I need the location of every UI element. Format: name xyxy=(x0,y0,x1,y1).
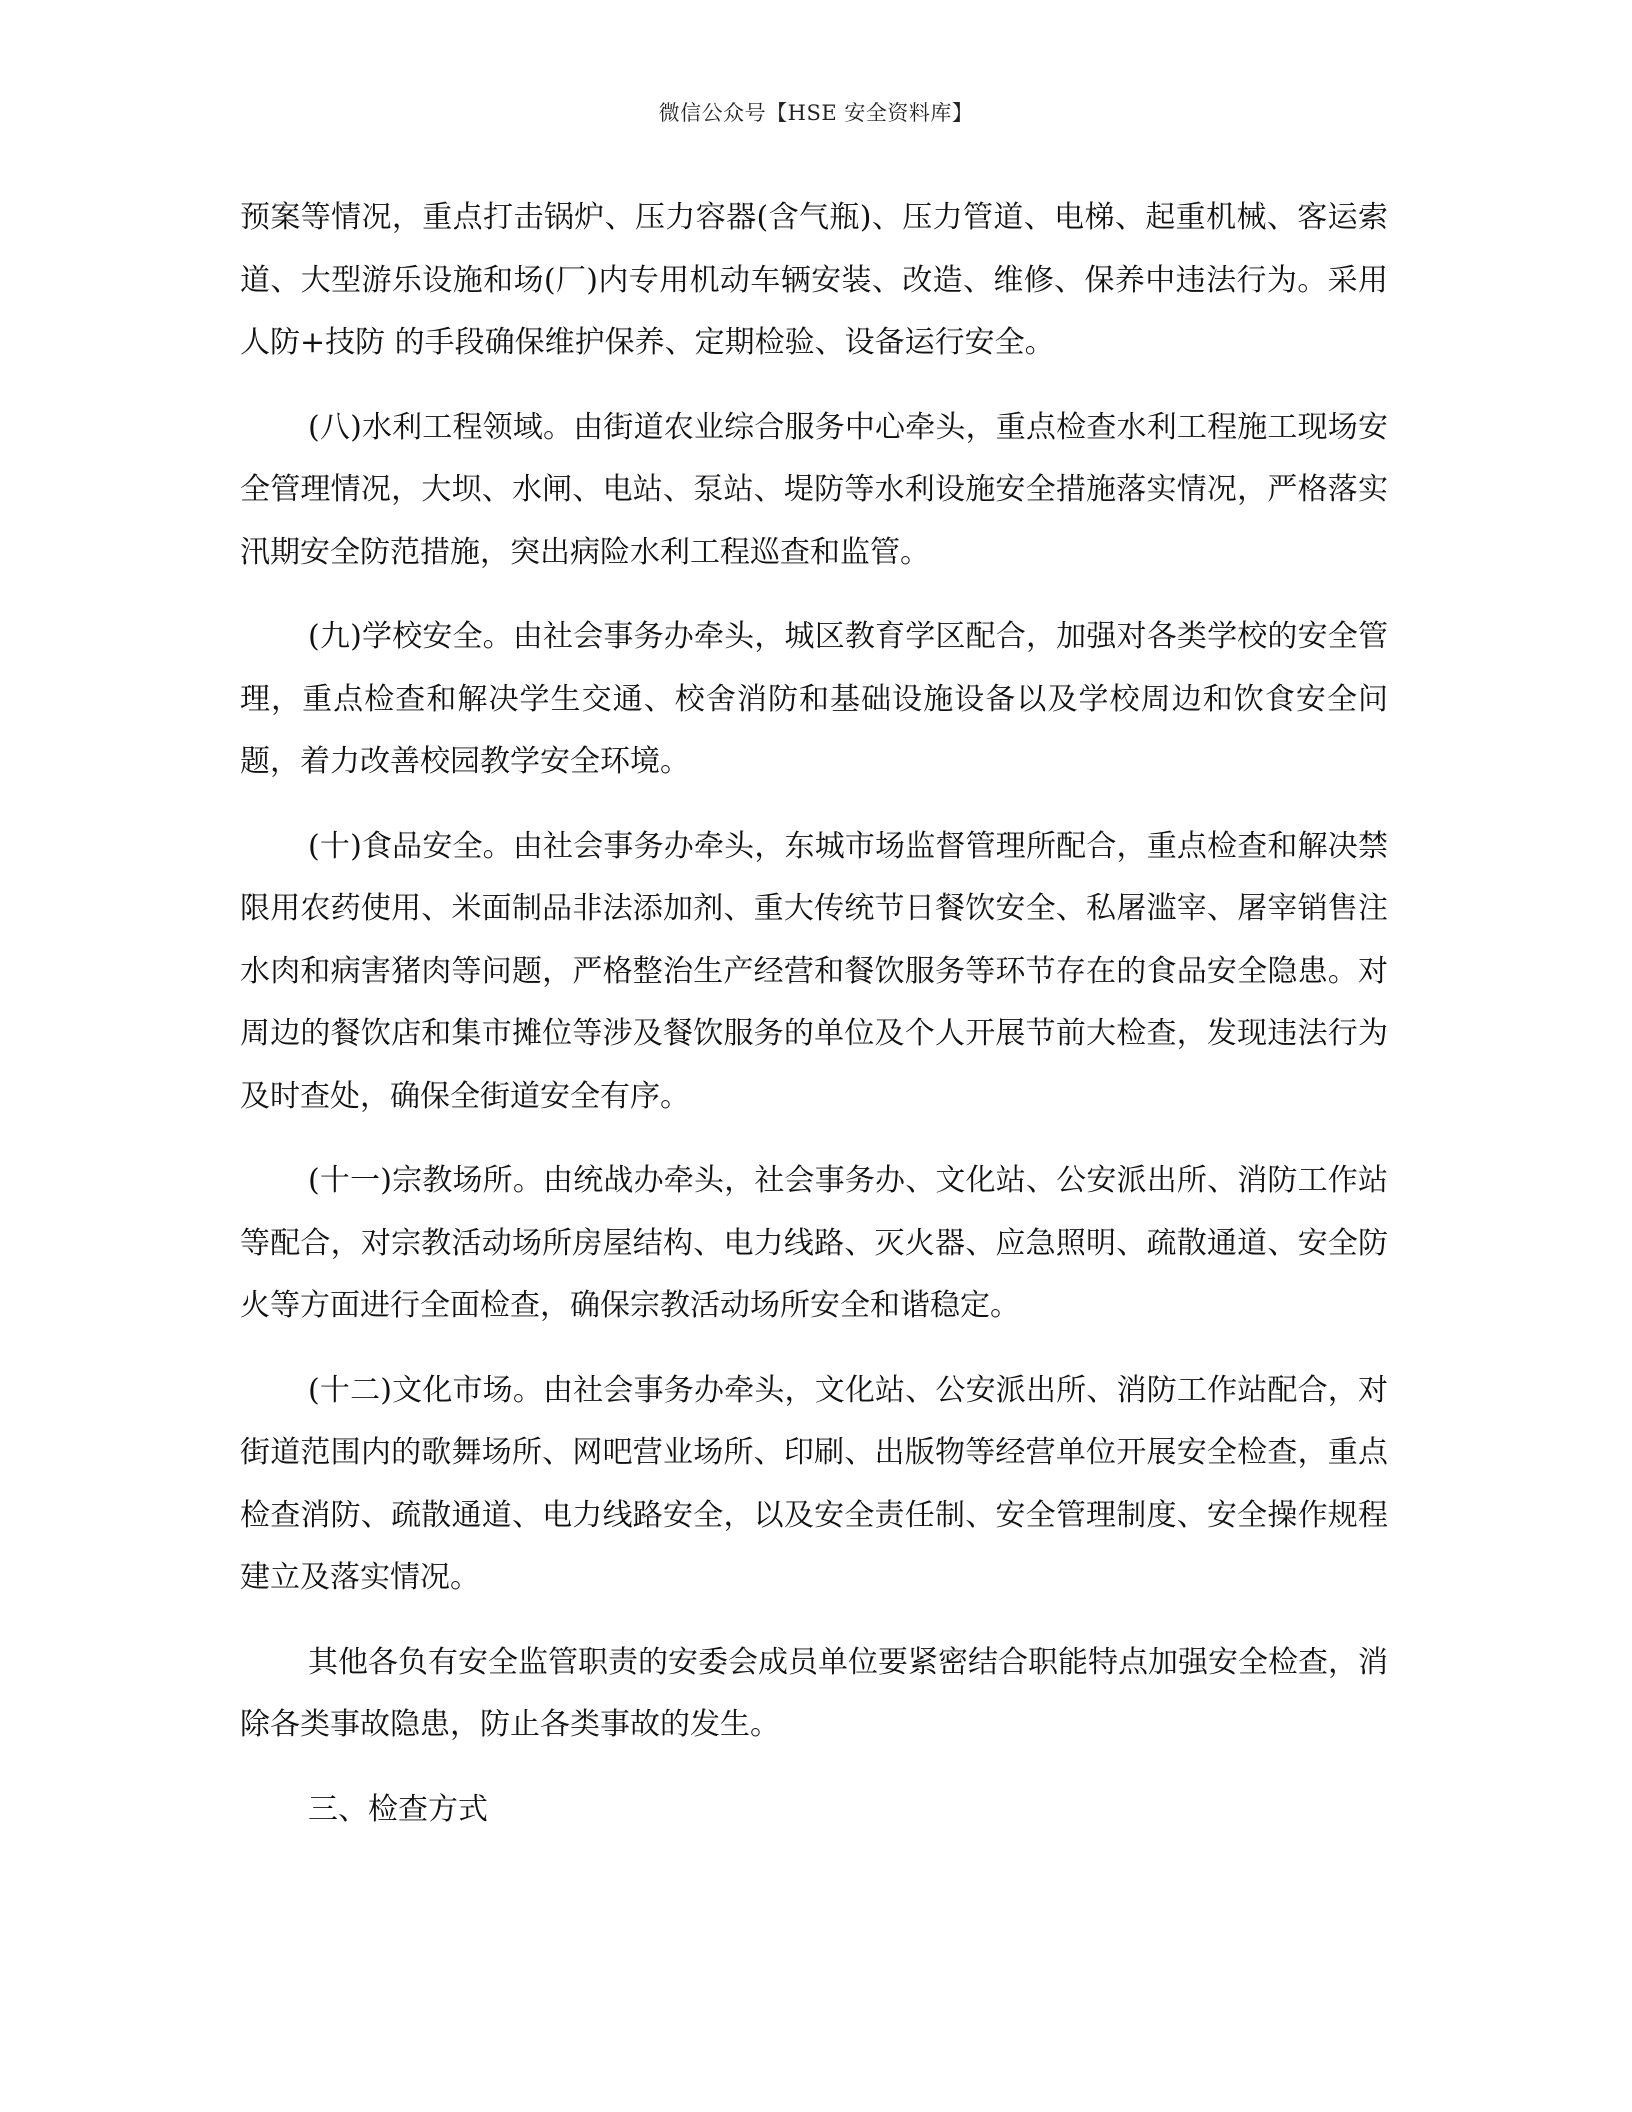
paragraph-water-conservancy: (八)水利工程领域。由街道农业综合服务中心牵头，重点检查水利工程施工现场安全管理情况，大坝、水闸、电站、泵站、堤防等水利设施安全措施落实情况，严格落实汛期安全防范措施，突出病险水利工程巡查和监管。 xyxy=(240,409,1388,570)
page-header: 微信公众号【HSE 安全资料库】 xyxy=(658,101,974,125)
paragraph-religious-sites: (十一)宗教场所。由统战办牵头，社会事务办、文化站、公安派出所、消防工作站等配合，对宗教活动场所房屋结构、电力线路、灭火器、应急照明、疏散通道、安全防火等方面进行全面检查，确保宗教活动场所安全和谐稳定。 xyxy=(240,1163,1388,1323)
paragraph-school-safety: (九)学校安全。由社会事务办牵头，城区教育学区配合，加强对各类学校的安全管理，重点检查和解决学生交通、校舍消防和基础设施设备以及学校周边和饮食安全问题，着力改善校园教学安全环境。 xyxy=(240,619,1388,779)
paragraph-cultural-market: (十二)文化市场。由社会事务办牵头，文化站、公安派出所、消防工作站配合，对街道范围内的歌舞场所、网吧营业场所、印刷、出版物等经营单位开展安全检查，重点检查消防、疏散通道、电力线路安全，以及安全责任制、安全管理制度、安全操作规程建立及落实情况。 xyxy=(240,1372,1388,1595)
section-heading-inspection-method: 三、检查方式 xyxy=(308,1791,488,1827)
paragraph-continuation: 预案等情况，重点打击锅炉、压力容器(含气瓶)、压力管道、电梯、起重机械、客运索道、大型游乐设施和场(厂)内专用机动车辆安装、改造、维修、保养中违法行为。采用 人防+技防 的手段确保维护保养、定期检验、设备运行安全。 xyxy=(240,200,1388,360)
paragraph-food-safety: (十)食品安全。由社会事务办牵头，东城市场监督管理所配合，重点检查和解决禁限用农药使用、米面制品非法添加剂、重大传统节日餐饮安全、私屠滥宰、屠宰销售注水肉和病害猪肉等问题，严格整治生产经营和餐饮服务等环节存在的食品安全隐患。对周边的餐饮店和集市摊位等涉及餐饮服务的单位及个人开展节前大检查，发现违法行为及时查处，确保全街道安全有序。 xyxy=(240,828,1388,1114)
paragraph-other-units: 其他各负有安全监管职责的安委会成员单位要紧密结合职能特点加强安全检查，消除各类事故隐患，防止各类事故的发生。 xyxy=(240,1644,1388,1742)
document-body xyxy=(240,187,1388,1863)
